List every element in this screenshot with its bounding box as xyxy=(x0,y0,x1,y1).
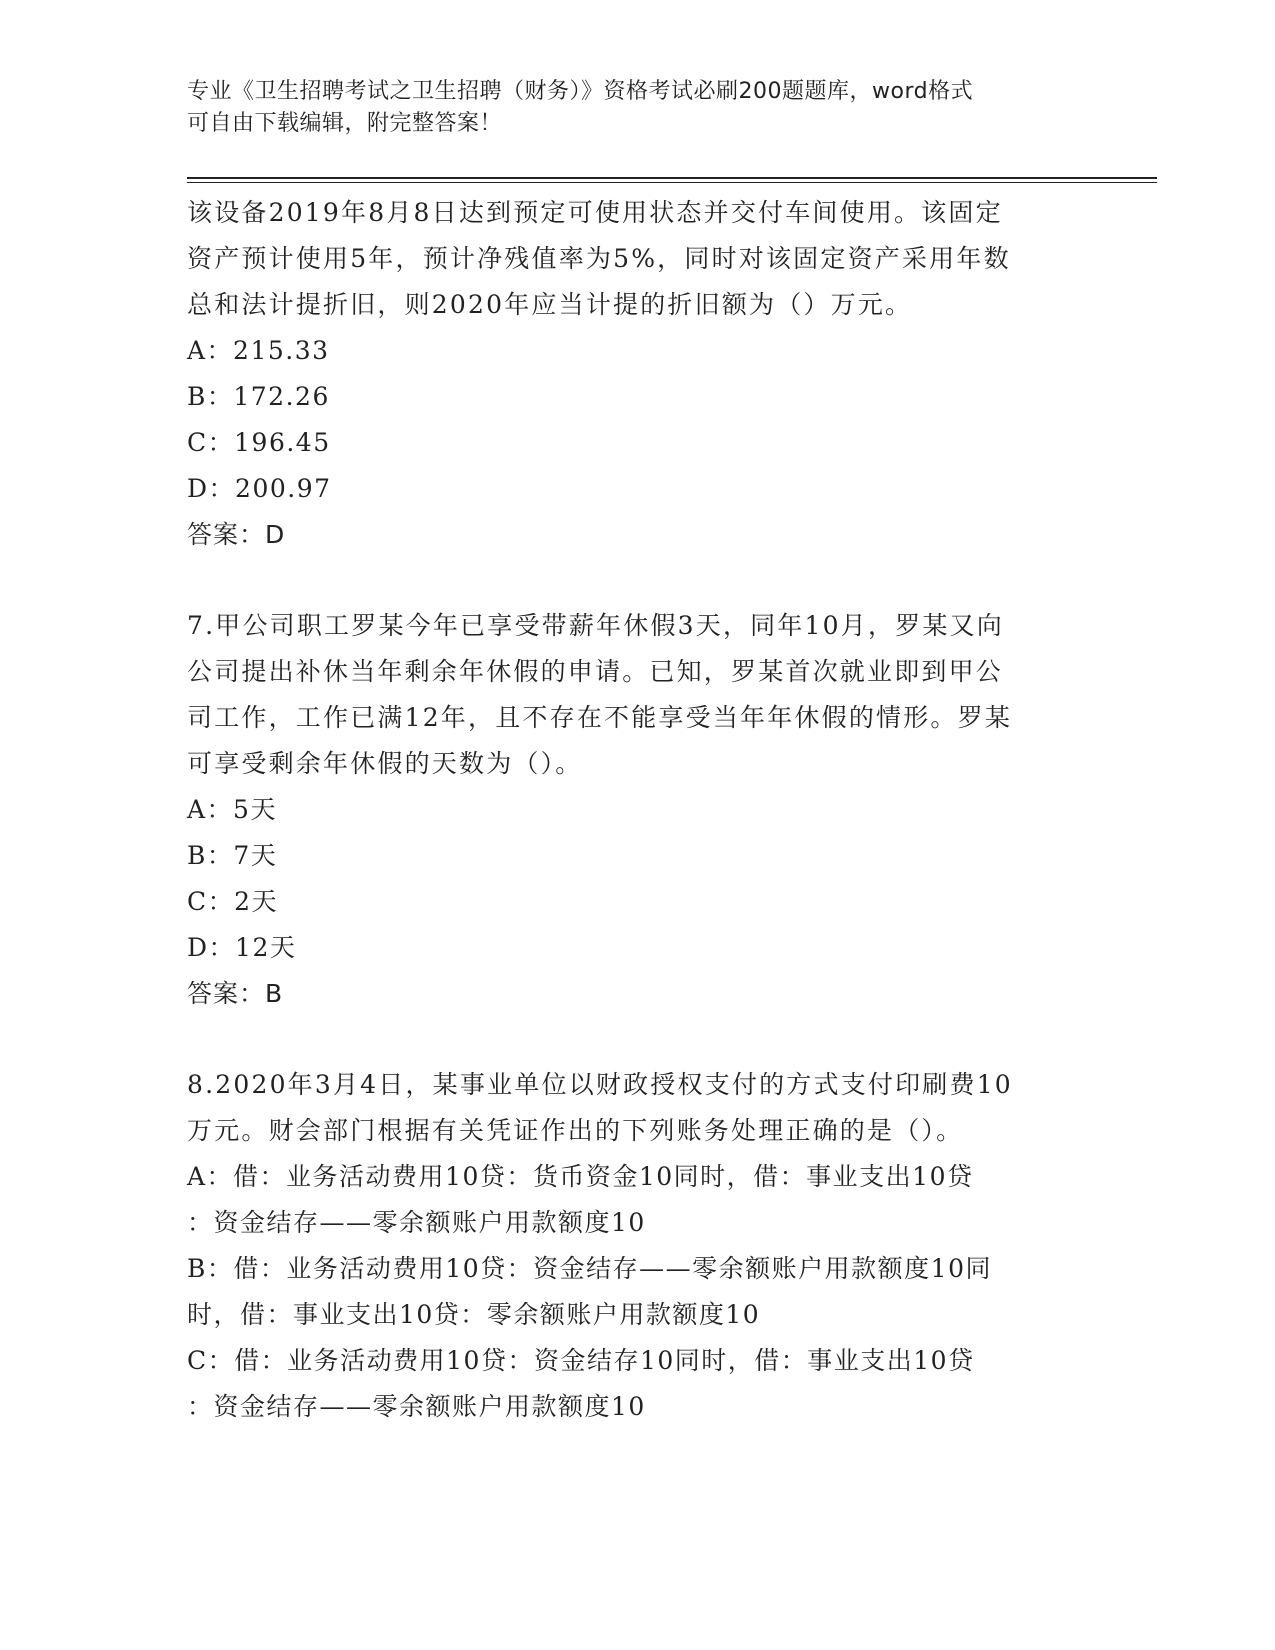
question-stem-line: 总和法计提折旧，则2020年应当计提的折旧额为（）万元。 xyxy=(187,290,913,319)
question-stem-line: 可享受剩余年休假的天数为（）。 xyxy=(187,749,583,778)
header-line-1: 专业《卫生招聘考试之卫生招聘（财务）》资格考试必刷200题题库，word格式 xyxy=(187,79,974,104)
option-a-continued: ：资金结存——零余额账户用款额度10 xyxy=(187,1208,646,1237)
option-b: B：借：业务活动费用10贷：资金结存——零余额账户用款额度10同 xyxy=(187,1254,992,1283)
option-a: A：215.33 xyxy=(187,336,330,365)
question-stem-line: 公司提出补休当年剩余年休假的申请。已知，罗某首次就业即到甲公 xyxy=(187,657,1004,686)
question-stem-line: 资产预计使用5年，预计净残值率为5%，同时对该固定资产采用年数 xyxy=(187,244,1011,273)
option-c: C：2天 xyxy=(187,887,279,916)
option-b: B：172.26 xyxy=(187,382,330,411)
option-a: A：5天 xyxy=(187,795,277,824)
option-c: C：196.45 xyxy=(187,428,331,457)
question-stem-line: 万元。财会部门根据有关凭证作出的下列账务处理正确的是（）。 xyxy=(187,1116,964,1145)
document-body xyxy=(187,190,1087,1430)
question-stem-line: 7.甲公司职工罗某今年已享受带薪年休假3天，同年10月，罗某又向 xyxy=(187,611,1004,640)
option-c: C：借：业务活动费用10贷：资金结存10同时，借：事业支出10贷 xyxy=(187,1346,975,1375)
question-spacer xyxy=(187,558,1087,603)
document-header xyxy=(187,76,1067,140)
option-b-continued: 时，借：事业支出10贷：零余额账户用款额度10 xyxy=(187,1300,761,1329)
option-a: A：借：业务活动费用10贷：货币资金10同时，借：事业支出10贷 xyxy=(187,1162,974,1191)
question-spacer xyxy=(187,1017,1087,1062)
header-divider-thick xyxy=(187,177,1157,179)
question-block xyxy=(187,1062,1087,1430)
option-d: D：12天 xyxy=(187,933,297,962)
answer-line: 答案：B xyxy=(187,979,284,1008)
option-d: D：200.97 xyxy=(187,474,332,503)
option-b: B：7天 xyxy=(187,841,278,870)
answer-line: 答案：D xyxy=(187,520,286,549)
question-stem-line: 该设备2019年8月8日达到预定可使用状态并交付车间使用。该固定 xyxy=(187,198,1003,227)
question-block xyxy=(187,190,1087,558)
question-stem-line: 司工作，工作已满12年，且不存在不能享受当年年休假的情形。罗某 xyxy=(187,703,1013,732)
option-c-continued: ：资金结存——零余额账户用款额度10 xyxy=(187,1392,646,1421)
header-line-2: 可自由下载编辑，附完整答案！ xyxy=(187,111,503,136)
header-divider-thin xyxy=(187,182,1157,183)
question-block xyxy=(187,603,1087,1017)
question-stem-line: 8.2020年3月4日，某事业单位以财政授权支付的方式支付印刷费10 xyxy=(187,1070,1013,1099)
